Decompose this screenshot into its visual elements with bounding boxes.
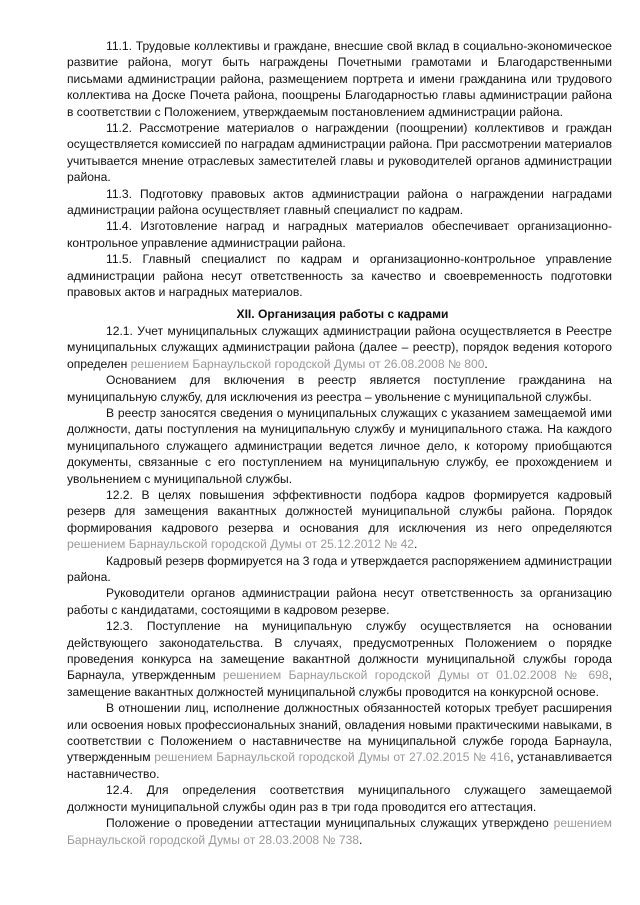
paragraph-11-5: 11.5. Главный специалист по кадрам и организационно-контрольное управление администрации района несут ответственность за качество и своевременность подготовки правовых актов и наградных материалов. bbox=[67, 252, 612, 300]
paragraph-reserve-term: Кадровый резерв формируется на 3 года и утверждается распоряжением администрации района. bbox=[67, 553, 612, 584]
paragraph-12-2-text: 12.2. В целях повышения эффективности подбора кадров формируется кадровый резерв для замещения вакантных должностей муниципальной службы района. Порядок формирования кадрового резерва и основания для исключения из него определяются bbox=[67, 487, 612, 535]
paragraph-12-3-text: 12.3. Поступление на муниципальную службу осуществляется на основании действующего законодательства. В случаях, предусмотренных Положением о порядке проведения конкурса на замещение вакантной должности муниципальной службы города Барнаула, утвержденным bbox=[67, 619, 612, 683]
paragraph-12-2-end: . bbox=[414, 537, 418, 552]
paragraph-attestation-end: . bbox=[359, 832, 363, 847]
paragraph-attestation-text: Положение о проведении аттестации муниципальных служащих утверждено bbox=[106, 816, 554, 831]
paragraph-11-4: 11.4. Изготовление наград и наградных материалов обеспечивает организационно-контрольное управление администрации района. bbox=[67, 219, 612, 250]
decision-link-42[interactable]: решением Барнаульской городской Думы от 25.12.2012 № 42 bbox=[67, 537, 415, 552]
paragraph-registry-basis: Основанием для включения в реестр является поступление гражданина на муниципальную службу, для исключения из реестра – увольнение с муниципальной службы. bbox=[67, 373, 612, 404]
paragraph-heads-responsibility: Руководители органов администрации района несут ответственность за организацию работы с кандидатами, состоящими в кадровом резерве. bbox=[67, 586, 612, 617]
paragraph-mentoring-end: , устанавливается наставничество. bbox=[67, 750, 613, 781]
paragraph-12-3-end: , замещение вакантных должностей муниципальной службы проводится на конкурсной основе. bbox=[67, 668, 612, 699]
decision-link-738[interactable]: решением Барнаульской городской Думы от 28.03.2008 № 738 bbox=[67, 816, 612, 847]
paragraph-11-2: 11.2. Рассмотрение материалов о награждении (поощрении) коллективов и граждан осуществляется комиссией по наградам администрации района. При рассмотрении материалов учитывается мнение отраслевых заместителей главы и руководителей органов администрации района. bbox=[67, 121, 612, 185]
section-12-heading: XII. Организация работы с кадрами bbox=[236, 306, 449, 321]
paragraph-mentoring-text: В отношении лиц, исполнение должностных обязанностей которых требует расширения или освоения новых профессиональных знаний, овладения новыми практическими навыками, в соответствии с Положением о наставничестве на муниципальной службе города Барнаула, утвержденным bbox=[67, 701, 612, 765]
paragraph-12-3 bbox=[67, 618, 612, 700]
paragraph-12-4: 12.4. Для определения соответствия муниципального служащего замещаемой должности муниципальной службы один раз в три года проводится его аттестация. bbox=[67, 783, 612, 814]
paragraph-12-2 bbox=[67, 487, 612, 553]
paragraph-11-1: 11.1. Трудовые коллективы и граждане, внесшие свой вклад в социально-экономическое развитие района, могут быть награждены Почетными грамотами и Благодарственными письмами администрации района, размещением портрета и имени гражданина или трудового коллектива на Доске Почета района, поощрены Благодарностью главы администрации района в соответствии с Положением, утверждаемым постановлением администрации района. bbox=[67, 39, 612, 119]
decision-link-698[interactable]: решением Барнаульской городской Думы от 01.02.2008 № 698 bbox=[222, 668, 609, 683]
decision-link-800[interactable]: решением Барнаульской городской Думы от 26.08.2008 № 800 bbox=[130, 356, 485, 371]
decision-link-416[interactable]: решением Барнаульской городской Думы от 27.02.2015 № 416 bbox=[154, 750, 511, 765]
paragraph-11-3: 11.3. Подготовку правовых актов администрации района о награждении наградами администрации района осуществляет главный специалист по кадрам. bbox=[67, 186, 612, 218]
paragraph-12-1 bbox=[67, 323, 612, 372]
paragraph-registry-contents: В реестр заносятся сведения о муниципальных служащих с указанием замещаемой ими должности, даты поступления на муниципальную службу и муниципального стажа. На каждого муниципального служащего администрации ведется личное дело, к которому приобщаются документы, связанные с его поступлением на муниципальную службу, ее прохождением и увольнением с муниципальной службы. bbox=[67, 405, 612, 486]
paragraph-mentoring bbox=[67, 700, 612, 782]
paragraph-12-1-end: . bbox=[484, 356, 488, 371]
paragraph-12-1-text: 12.1. Учет муниципальных служащих администрации района осуществляется в Реестре муниципальных служащих администрации района (далее – реестр), порядок ведения которого определен bbox=[67, 323, 612, 371]
paragraph-attestation bbox=[67, 815, 612, 848]
